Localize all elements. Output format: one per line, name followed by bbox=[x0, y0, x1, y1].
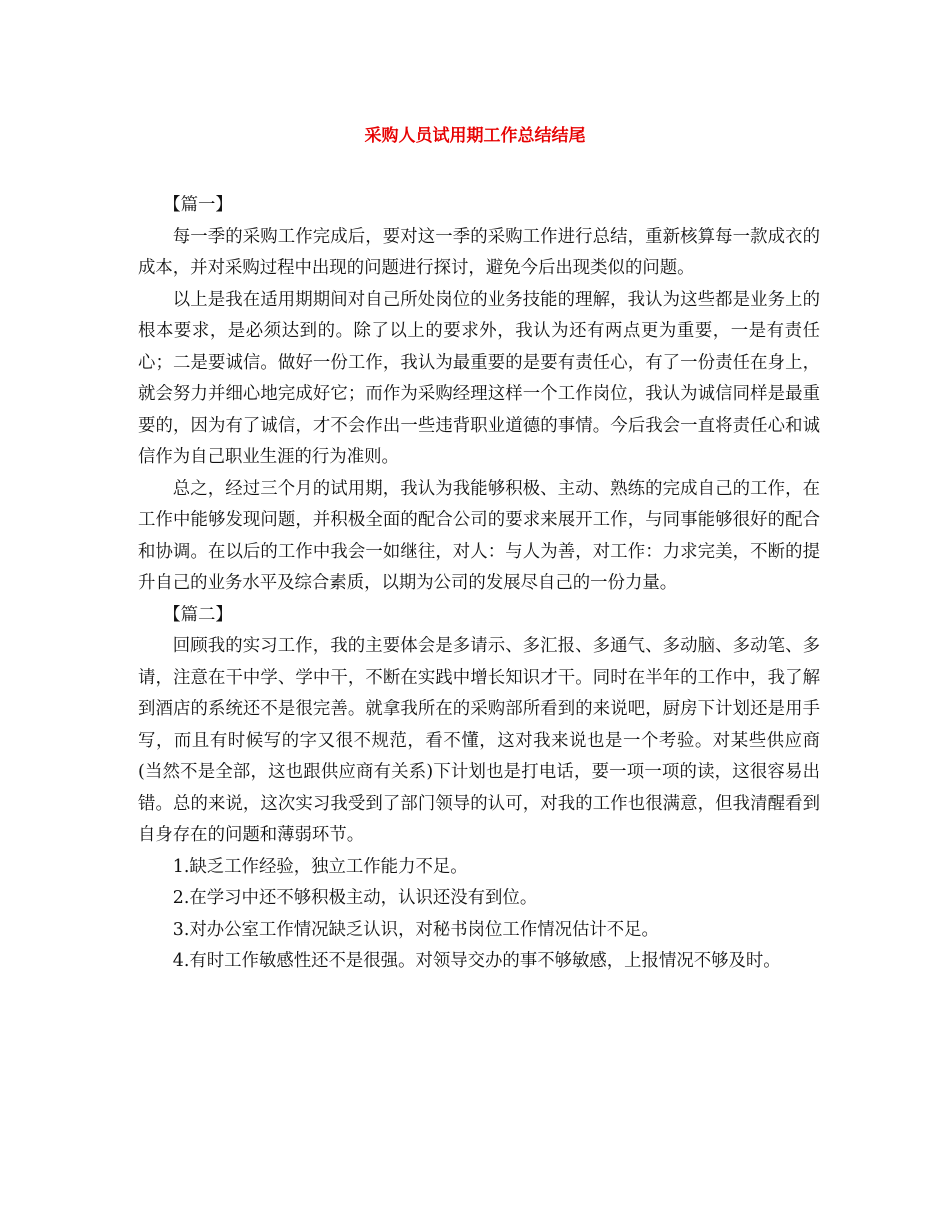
section-2-list-item-3: 3.对办公室工作情况缺乏认识，对秘书岗位工作情况估计不足。 bbox=[172, 919, 659, 940]
section-2-heading: 【篇二】 bbox=[163, 604, 233, 625]
document-body bbox=[138, 190, 820, 978]
section-1-paragraph-1: 每一季的采购工作完成后，要对这一季的采购工作进行总结，重新核算每一款成衣的成本，并对采购过程中出现的问题进行探讨，避免今后出现类似的问题。 bbox=[138, 226, 820, 278]
section-2-list-item-1: 1.缺乏工作经验，独立工作能力不足。 bbox=[172, 856, 468, 877]
section-2-list-item-2: 2.在学习中还不够积极主动，认识还没有到位。 bbox=[172, 888, 538, 908]
document-title: 采购人员试用期工作总结结尾 bbox=[364, 126, 586, 146]
section-1-paragraph-2: 以上是我在适用期期间对自己所处岗位的业务技能的理解，我认为这些都是业务上的根本要求，是必须达到的。除了以上的要求外，我认为还有两点更为重要，一是有责任心；二是要诚信。做好一份工作，我认为最重要的是要有责任心，有了一份责任在身上，就会努力并细心地完成好它；而作为采购经理这样一个工作岗位，我认为诚信同样是最重要的，因为有了诚信，才不会作出一些违背职业道德的事情。今后我会一直将责任心和诚信作为自己职业生涯的行为准则。 bbox=[138, 289, 820, 467]
section-2-paragraph-1: 回顾我的实习工作，我的主要体会是多请示、多汇报、多通气、多动脑、多动笔、多请，注意在干中学、学中干，不断在实践中增长知识才干。同时在半年的工作中，我了解到酒店的系统还不是很完善。就拿我所在的采购部所看到的来说吧，厨房下计划还是用手写，而且有时候写的字又很不规范，看不懂，这对我来说也是一个考验。对某些供应商(当然不是全部，这也跟供应商有关系)下计划也是打电话，要一项一项的读，这很容易出错。总的来说，这次实习我受到了部门领导的认可，对我的工作也很满意，但我清醒看到自身存在的问题和薄弱环节。 bbox=[138, 636, 820, 845]
section-1-paragraph-3: 总之，经过三个月的试用期，我认为我能够积极、主动、熟练的完成自己的工作，在工作中能够发现问题，并积极全面的配合公司的要求来展开工作，与同事能够很好的配合和协调。在以后的工作中我会一如继往，对人：与人为善，对工作：力求完美，不断的提升自己的业务水平及综合素质，以期为公司的发展尽自己的一份力量。 bbox=[138, 478, 820, 593]
section-1-heading: 【篇一】 bbox=[163, 195, 233, 215]
section-2-list-item-4: 4.有时工作敏感性还不是很强。对领导交办的事不够敏感，上报情况不够及时。 bbox=[172, 951, 781, 971]
